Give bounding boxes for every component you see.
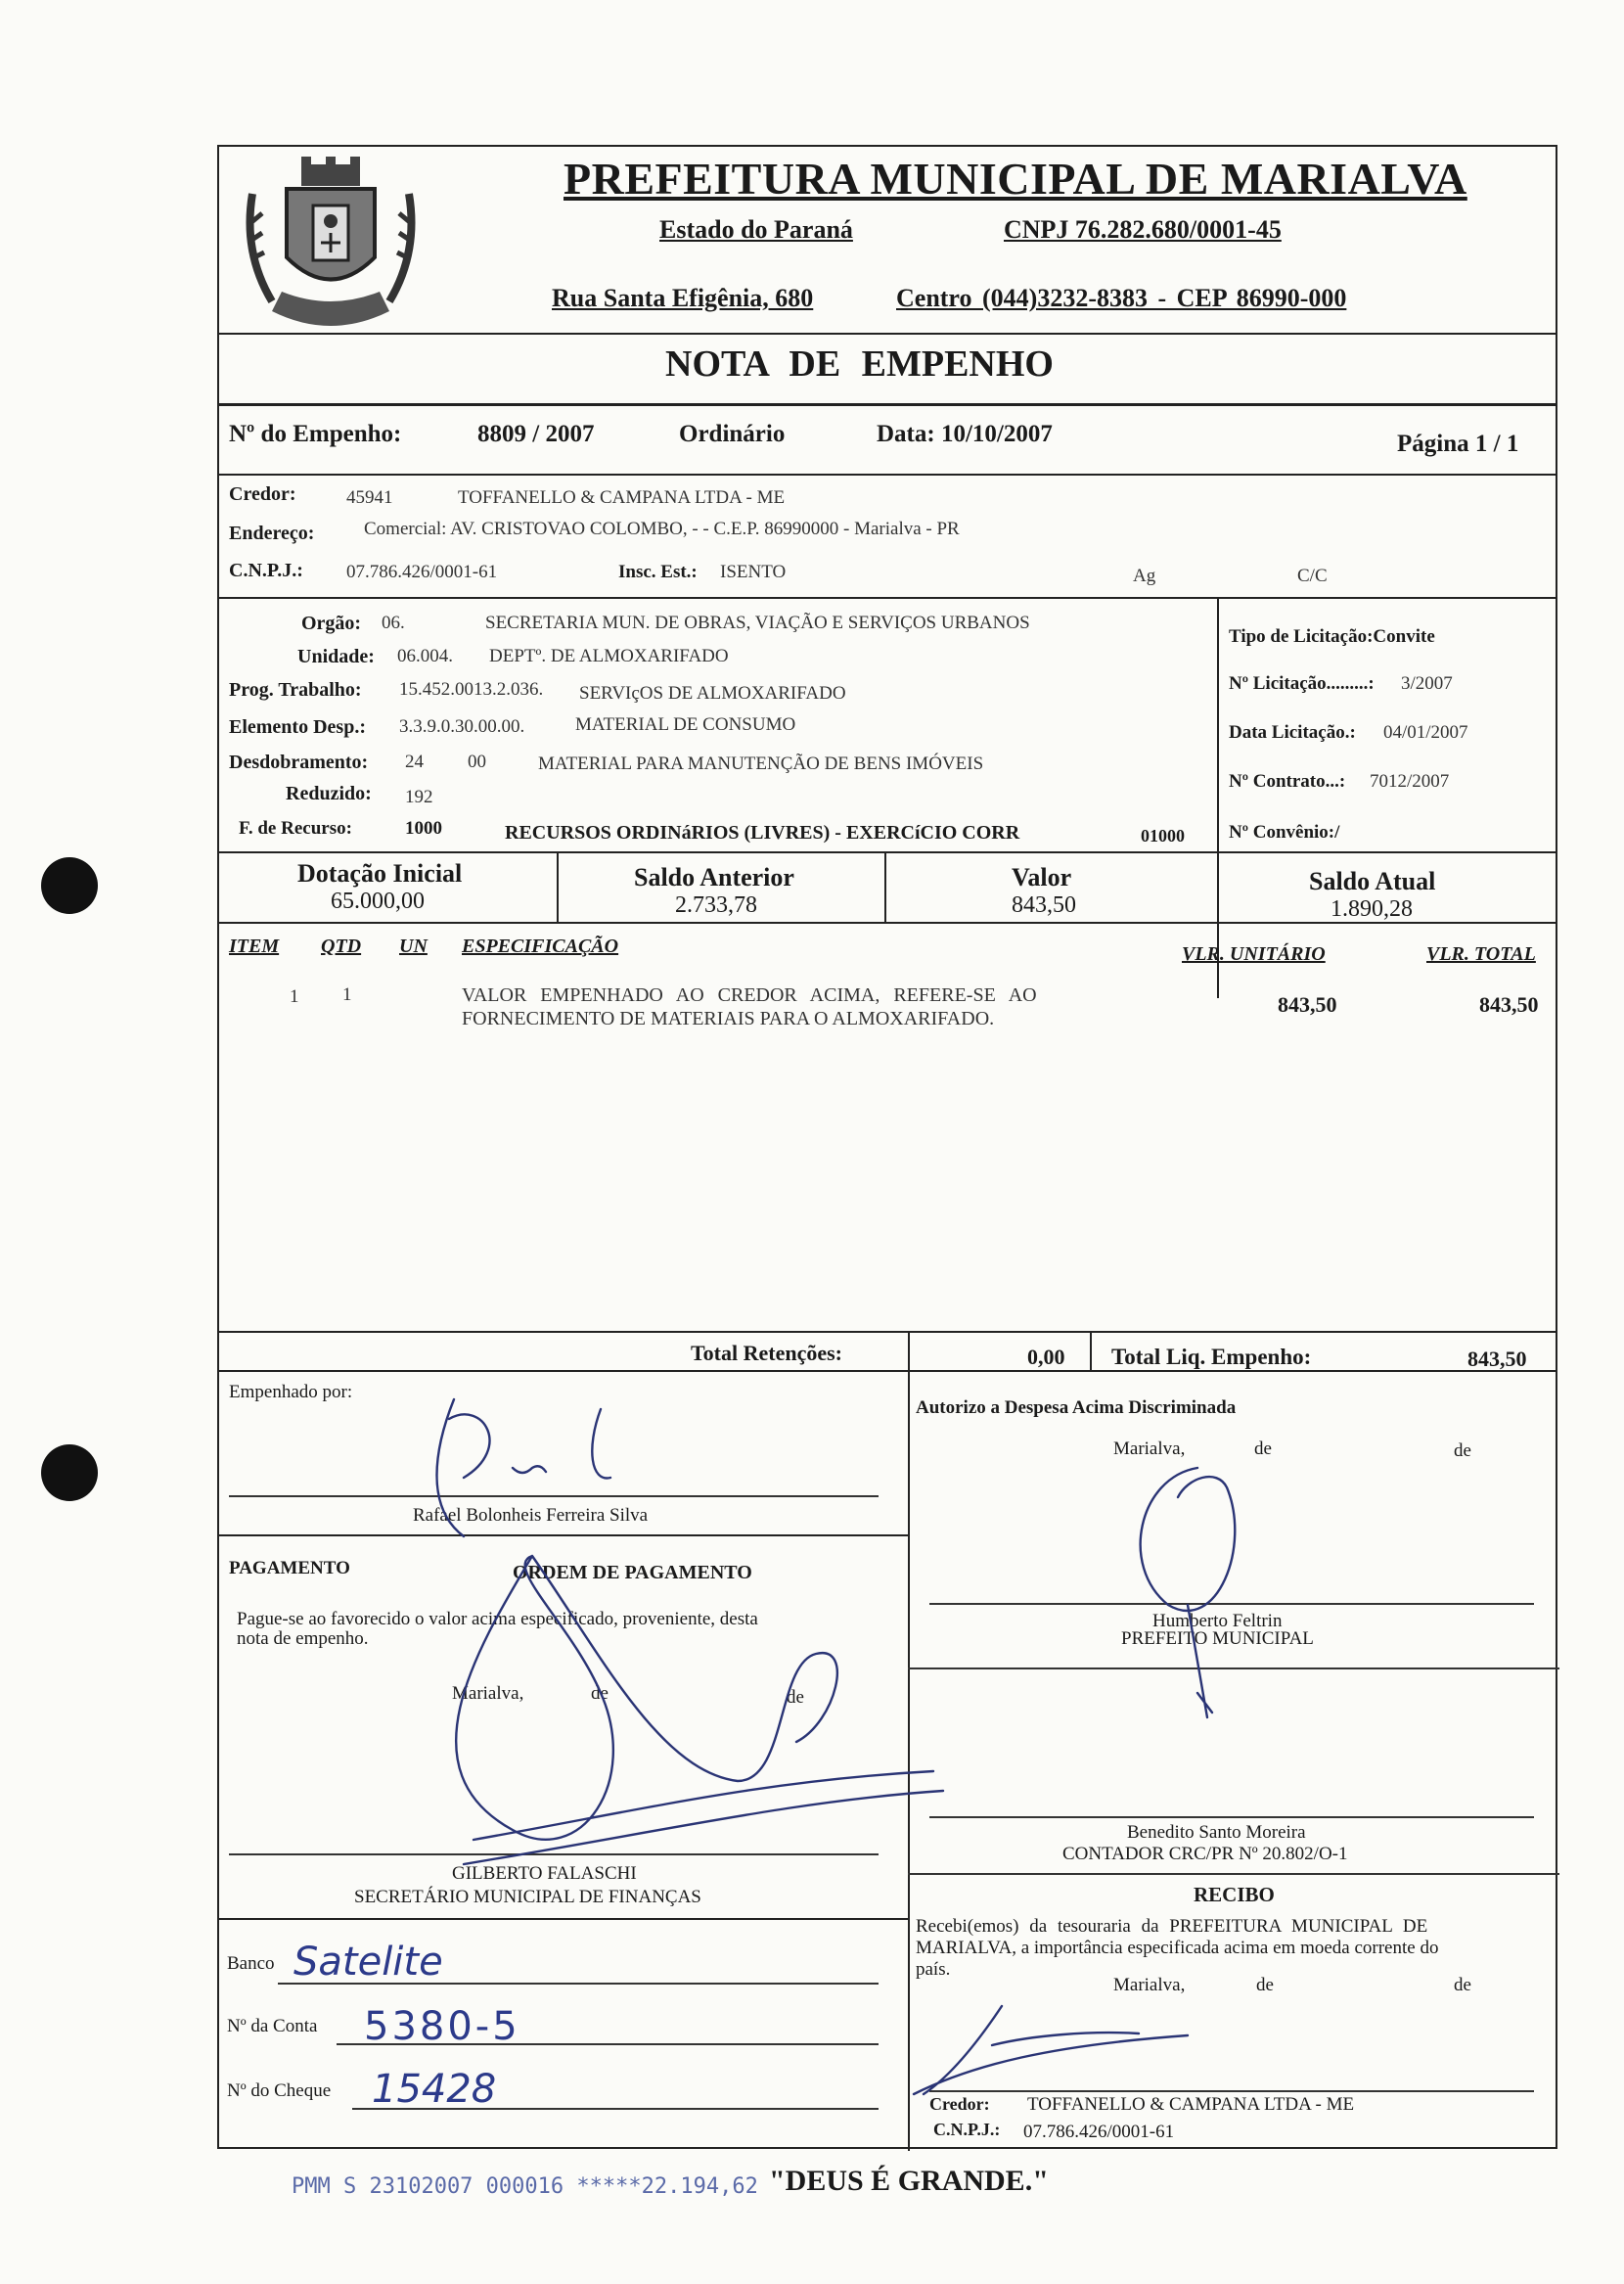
col-un: UN (399, 936, 428, 957)
empenhado-signature (376, 1390, 669, 1546)
desdobramento-code2: 00 (468, 752, 486, 772)
recibo-credor: TOFFANELLO & CAMPANA LTDA - ME (1027, 2094, 1355, 2115)
recibo-de2: de (1454, 1975, 1471, 1995)
licitacao-tipo: Tipo de Licitação:Convite (1229, 626, 1435, 647)
liquido-label: Total Liq. Empenho: (1111, 1345, 1312, 1369)
ie-label: Insc. Est.: (618, 562, 698, 582)
credor-address: Comercial: AV. CRISTOVAO COLOMBO, - - C.E.P. 86990000 - Marialva - PR (364, 519, 960, 539)
empenho-date: Data: 10/10/2007 (877, 421, 1053, 447)
recibo-text1: Recebi(emos) da tesouraria da PREFEITURA MUNICIPAL DE (916, 1916, 1428, 1937)
recurso-code2: 01000 (1141, 826, 1185, 845)
footer-stamp: PMM S 23102007 000016 *****22.194,62 (292, 2174, 758, 2199)
item-qtd: 1 (342, 984, 352, 1005)
ordem-pagamento-signature (346, 1536, 953, 1879)
credor-name: TOFFANELLO & CAMPANA LTDA - ME (458, 487, 786, 508)
convenio: Nº Convênio:/ (1229, 822, 1340, 843)
dotacao-label: Dotação Inicial (297, 859, 463, 888)
empenho-number-label: Nº do Empenho: (229, 421, 402, 447)
endereco-label: Endereço: (229, 523, 315, 544)
conta-label: Nº da Conta (227, 2016, 318, 2036)
header-contact: Centro (044)3232-8383 - CEP 86990-000 (896, 284, 1347, 312)
cheque-value: 15428 (372, 2067, 497, 2112)
document-title: NOTA DE EMPENHO (665, 343, 1054, 385)
recibo-text2: MARIALVA, a importância especificada acima em moeda corrente do (916, 1938, 1439, 1958)
nota-de-empenho-form (217, 145, 1557, 2149)
banco-value: Satelite (293, 1940, 443, 1985)
credor-ie: ISENTO (720, 562, 787, 582)
elemento-name: MATERIAL DE CONSUMO (575, 714, 796, 735)
desdobramento-label: Desdobramento: (229, 752, 369, 773)
prog-code: 15.452.0013.2.036. (399, 679, 544, 700)
credor-code: 45941 (346, 487, 393, 508)
licitacao-numero-label: Nº Licitação.........: (1229, 673, 1375, 694)
prog-name: SERVIçOS DE ALMOXARIFADO (579, 683, 846, 704)
pagamento-text2: nota de empenho. (237, 1628, 369, 1649)
orgao-name: SECRETARIA MUN. DE OBRAS, VIAÇÃO E SERVIÇOS URBANOS (485, 613, 1030, 633)
recurso-code: 1000 (405, 818, 442, 839)
header-address: Rua Santa Efigênia, 680 (552, 284, 814, 312)
pagamento-de2: de (787, 1687, 804, 1708)
saldo-anterior-value: 2.733,78 (675, 892, 757, 918)
col-vlr-total: VLR. TOTAL (1426, 943, 1536, 965)
empenho-number: 8809 / 2007 (477, 421, 595, 447)
autorizo-text: Autorizo a Despesa Acima Discriminada (916, 1397, 1237, 1418)
saldo-atual-value: 1.890,28 (1331, 896, 1413, 922)
liquido-value: 843,50 (1467, 1347, 1527, 1371)
recibo-signature (894, 1996, 1246, 2104)
prefeito-signature (1080, 1458, 1325, 1732)
empenhado-label: Empenhado por: (229, 1382, 353, 1402)
elemento-label: Elemento Desp.: (229, 716, 366, 738)
ag-label: Ag (1133, 566, 1156, 586)
header-cnpj: CNPJ 76.282.680/0001-45 (1004, 215, 1282, 244)
contador-name: Benedito Santo Moreira (1127, 1822, 1306, 1843)
saldo-anterior-label: Saldo Anterior (634, 863, 794, 891)
recibo-credor-label: Credor: (929, 2094, 990, 2114)
empenho-page: Página 1 / 1 (1397, 431, 1519, 457)
prefeito-name: Humberto Feltrin (1152, 1611, 1283, 1631)
col-especificacao: ESPECIFICAÇÃO (462, 936, 619, 957)
unidade-label: Unidade: (297, 646, 375, 667)
unidade-code: 06.004. (397, 646, 453, 666)
item-number: 1 (290, 986, 299, 1007)
empenho-type: Ordinário (679, 421, 786, 447)
licitacao-data-label: Data Licitação.: (1229, 722, 1356, 743)
cnpj-label: C.N.P.J.: (229, 560, 303, 581)
orgao-label: Orgão: (301, 613, 362, 634)
recibo-cnpj: 07.786.426/0001-61 (1023, 2122, 1175, 2142)
item-total-value: 843,50 (1479, 992, 1539, 1017)
pagamento-city: Marialva, (452, 1683, 524, 1704)
prog-label: Prog. Trabalho: (229, 679, 362, 701)
header-state: Estado do Paraná (659, 215, 853, 244)
autorizo-city: Marialva, (1113, 1439, 1186, 1459)
item-unit-value: 843,50 (1278, 992, 1337, 1017)
col-item: ITEM (229, 936, 280, 957)
valor-value: 843,50 (1012, 892, 1076, 918)
valor-label: Valor (1012, 863, 1072, 891)
autorizo-de2: de (1454, 1440, 1471, 1461)
footer-motto: "DEUS É GRANDE." (769, 2165, 1049, 2197)
secretario-role: SECRETÁRIO MUNICIPAL DE FINANÇAS (354, 1887, 701, 1907)
recibo-text3: país. (916, 1959, 951, 1980)
col-vlr-unitario: VLR. UNITÁRIO (1182, 943, 1326, 965)
banco-label: Banco (227, 1953, 275, 1974)
cc-label: C/C (1297, 566, 1328, 586)
header-title: PREFEITURA MUNICIPAL DE MARIALVA (564, 154, 1467, 204)
credor-cnpj: 07.786.426/0001-61 (346, 562, 498, 582)
autorizo-de1: de (1254, 1439, 1272, 1459)
recibo-cnpj-label: C.N.P.J.: (933, 2120, 1001, 2139)
item-spec-line2: FORNECIMENTO DE MATERIAIS PARA O ALMOXARIFADO. (462, 1008, 995, 1029)
elemento-code: 3.3.9.0.30.00.00. (399, 716, 525, 737)
pagamento-de1: de (591, 1683, 609, 1704)
col-qtd: QTD (321, 936, 362, 957)
empenhado-name: Rafael Bolonheis Ferreira Silva (413, 1505, 649, 1526)
coat-of-arms-icon (233, 155, 429, 336)
conta-value: 5380-5 (364, 2004, 520, 2049)
contrato-label: Nº Contrato...: (1229, 771, 1346, 792)
recurso-label: F. de Recurso: (239, 818, 352, 839)
saldo-atual-label: Saldo Atual (1309, 867, 1436, 895)
pagamento-text1: Pague-se ao favorecido o valor acima especificado, proveniente, desta (237, 1609, 758, 1629)
orgao-code: 06. (382, 613, 405, 633)
reduzido-value: 192 (405, 787, 433, 807)
secretario-name: GILBERTO FALASCHI (452, 1863, 637, 1884)
licitacao-data: 04/01/2007 (1383, 722, 1468, 743)
punch-hole-bottom (41, 1444, 98, 1501)
punch-hole-top (41, 857, 98, 914)
pagamento-label: PAGAMENTO (229, 1558, 350, 1578)
contador-role: CONTADOR CRC/PR Nº 20.802/O-1 (1062, 1844, 1348, 1864)
credor-label: Credor: (229, 483, 296, 505)
recibo-de1: de (1256, 1975, 1274, 1995)
desdobramento-name: MATERIAL PARA MANUTENÇÃO DE BENS IMÓVEIS (538, 754, 984, 774)
retencoes-label: Total Retenções: (691, 1341, 842, 1365)
recibo-title: RECIBO (1194, 1883, 1275, 1906)
recurso-name: RECURSOS ORDINáRIOS (LIVRES) - EXERCíCIO CORR (505, 822, 1020, 844)
licitacao-numero: 3/2007 (1401, 673, 1453, 694)
cheque-label: Nº do Cheque (227, 2080, 332, 2101)
reduzido-label: Reduzido: (286, 783, 372, 804)
contrato-value: 7012/2007 (1370, 771, 1450, 792)
retencoes-value: 0,00 (1027, 1345, 1065, 1369)
dotacao-value: 65.000,00 (331, 889, 425, 914)
item-spec-line1: VALOR EMPENHADO AO CREDOR ACIMA, REFERE-SE AO (462, 984, 1037, 1006)
unidade-name: DEPTº. DE ALMOXARIFADO (489, 646, 729, 666)
ordem-pagamento: ORDEM DE PAGAMENTO (513, 1562, 752, 1583)
recibo-city: Marialva, (1113, 1975, 1186, 1995)
prefeito-role: PREFEITO MUNICIPAL (1121, 1628, 1314, 1649)
desdobramento-code1: 24 (405, 752, 424, 772)
